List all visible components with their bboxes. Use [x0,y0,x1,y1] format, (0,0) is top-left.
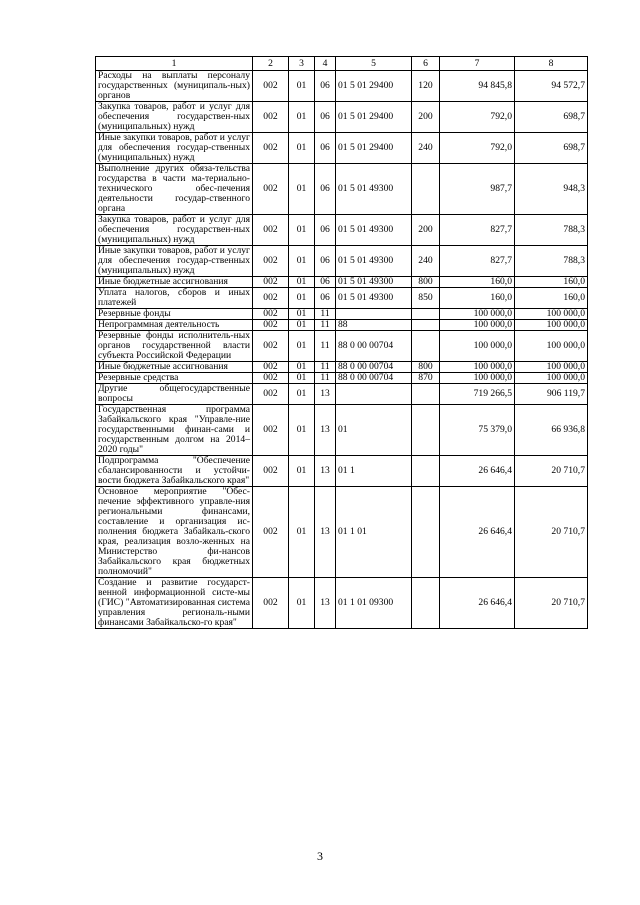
row-name-cell: Закупка товаров, работ и услуг для обеспечения государствен-ных (муниципальных) нужд [96,102,253,133]
expense-type-code-cell [412,384,440,405]
amount-year2-cell: 20 710,7 [515,487,588,578]
amount-year1-cell: 26 646,4 [440,487,515,578]
page-number: 3 [317,849,323,863]
subsection-code-cell: 11 [315,373,336,384]
section-code-cell: 01 [289,373,315,384]
admin-code-cell: 002 [253,164,289,215]
amount-year1-cell: 100 000,0 [440,373,515,384]
admin-code-cell: 002 [253,578,289,629]
section-code-cell: 01 [289,309,315,320]
target-item-code-cell: 88 0 00 00704 [336,373,412,384]
table-body [96,71,588,629]
admin-code-cell: 002 [253,71,289,102]
table-row [96,384,588,405]
admin-code-cell: 002 [253,309,289,320]
row-name-cell: Государственная программа Забайкальского края "Управле-ние государственными финан-сами и государственным долгом на 2014–2020 годы" [96,405,253,456]
subsection-code-cell: 13 [315,578,336,629]
amount-year1-cell: 26 646,4 [440,456,515,487]
subsection-code-cell: 06 [315,277,336,288]
amount-year1-cell: 75 379,0 [440,405,515,456]
target-item-code-cell: 88 [336,320,412,331]
section-code-cell: 01 [289,331,315,362]
subsection-code-cell: 06 [315,133,336,164]
expense-type-code-cell: 200 [412,102,440,133]
table-row [96,487,588,578]
admin-code-cell: 002 [253,320,289,331]
section-code-cell: 01 [289,215,315,246]
section-code-cell: 01 [289,288,315,309]
table-row [96,373,588,384]
admin-code-cell: 002 [253,133,289,164]
expense-type-code-cell [412,164,440,215]
expense-type-code-cell: 240 [412,246,440,277]
subsection-code-cell: 06 [315,71,336,102]
section-code-cell: 01 [289,320,315,331]
expense-type-code-cell [412,456,440,487]
subsection-code-cell: 11 [315,362,336,373]
expense-type-code-cell: 850 [412,288,440,309]
table-row [96,246,588,277]
col-header: 8 [515,57,588,71]
target-item-code-cell: 01 5 01 49300 [336,288,412,309]
amount-year1-cell: 100 000,0 [440,309,515,320]
expense-type-code-cell: 240 [412,133,440,164]
section-code-cell: 01 [289,164,315,215]
col-header: 3 [289,57,315,71]
subsection-code-cell: 06 [315,246,336,277]
subsection-code-cell: 13 [315,405,336,456]
admin-code-cell: 002 [253,288,289,309]
expense-type-code-cell: 200 [412,215,440,246]
section-code-cell: 01 [289,456,315,487]
table-row [96,456,588,487]
expense-type-code-cell [412,405,440,456]
admin-code-cell: 002 [253,277,289,288]
admin-code-cell: 002 [253,405,289,456]
table-row [96,164,588,215]
target-item-code-cell: 01 [336,405,412,456]
row-name-cell: Иные бюджетные ассигнования [96,277,253,288]
amount-year2-cell: 698,7 [515,133,588,164]
amount-year1-cell: 792,0 [440,102,515,133]
admin-code-cell: 002 [253,331,289,362]
subsection-code-cell: 13 [315,487,336,578]
subsection-code-cell: 11 [315,309,336,320]
col-header: 7 [440,57,515,71]
section-code-cell: 01 [289,362,315,373]
row-name-cell: Непрограммная деятельность [96,320,253,331]
col-header: 5 [336,57,412,71]
section-code-cell: 01 [289,578,315,629]
amount-year2-cell: 948,3 [515,164,588,215]
amount-year2-cell: 20 710,7 [515,456,588,487]
amount-year2-cell: 20 710,7 [515,578,588,629]
expense-type-code-cell: 800 [412,362,440,373]
budget-table [95,56,588,629]
amount-year2-cell: 100 000,0 [515,320,588,331]
table-row [96,578,588,629]
amount-year1-cell: 100 000,0 [440,320,515,331]
target-item-code-cell: 01 5 01 49300 [336,246,412,277]
col-header: 1 [96,57,253,71]
target-item-code-cell: 01 1 01 [336,487,412,578]
header-row [96,57,588,71]
subsection-code-cell: 13 [315,384,336,405]
row-name-cell: Резервные фонды исполнитель-ных органов государственной власти субъекта Российской Федерации [96,331,253,362]
amount-year1-cell: 827,7 [440,246,515,277]
expense-type-code-cell [412,578,440,629]
section-code-cell: 01 [289,487,315,578]
row-name-cell: Иные закупки товаров, работ и услуг для обеспечения государ-ственных (муниципальных) нужд [96,133,253,164]
amount-year2-cell: 160,0 [515,288,588,309]
amount-year2-cell: 94 572,7 [515,71,588,102]
row-name-cell: Основное мероприятие "Обес-печение эффективного управле-ния региональными финансами, составление и организация ис-полнения бюджета Забайкаль-ского края, реализация возло-женных на Министерство фи-нансов Забайкальского края бюджетных полномочий" [96,487,253,578]
admin-code-cell: 002 [253,215,289,246]
row-name-cell: Резервные фонды [96,309,253,320]
amount-year1-cell: 100 000,0 [440,362,515,373]
section-code-cell: 01 [289,277,315,288]
admin-code-cell: 002 [253,246,289,277]
table-row [96,215,588,246]
target-item-code-cell: 01 5 01 29400 [336,102,412,133]
amount-year1-cell: 160,0 [440,288,515,309]
admin-code-cell: 002 [253,373,289,384]
expense-type-code-cell: 120 [412,71,440,102]
table-row [96,288,588,309]
amount-year2-cell: 100 000,0 [515,362,588,373]
amount-year2-cell: 66 936,8 [515,405,588,456]
subsection-code-cell: 13 [315,456,336,487]
row-name-cell: Другие общегосударственные вопросы [96,384,253,405]
row-name-cell: Выполнение других обяза-тельства государства в части ма-териально-технического обес-печения деятельности государ-ственного органа [96,164,253,215]
expense-type-code-cell [412,331,440,362]
expense-type-code-cell [412,309,440,320]
target-item-code-cell [336,309,412,320]
subsection-code-cell: 06 [315,102,336,133]
admin-code-cell: 002 [253,384,289,405]
amount-year2-cell: 906 119,7 [515,384,588,405]
subsection-code-cell: 06 [315,164,336,215]
col-header: 4 [315,57,336,71]
table-row [96,133,588,164]
row-name-cell: Иные бюджетные ассигнования [96,362,253,373]
expense-type-code-cell [412,320,440,331]
table-row [96,331,588,362]
amount-year2-cell: 788,3 [515,215,588,246]
amount-year1-cell: 719 266,5 [440,384,515,405]
col-header: 6 [412,57,440,71]
section-code-cell: 01 [289,71,315,102]
admin-code-cell: 002 [253,487,289,578]
row-name-cell: Иные закупки товаров, работ и услуг для обеспечения государ-ственных (муниципальных) нужд [96,246,253,277]
table-row [96,405,588,456]
table-row [96,362,588,373]
expense-type-code-cell: 870 [412,373,440,384]
row-name-cell: Резервные средства [96,373,253,384]
target-item-code-cell: 88 0 00 00704 [336,362,412,373]
row-name-cell: Закупка товаров, работ и услуг для обеспечения государствен-ных (муниципальных) нужд [96,215,253,246]
amount-year1-cell: 94 845,8 [440,71,515,102]
admin-code-cell: 002 [253,102,289,133]
row-name-cell: Уплата налогов, сборов и иных платежей [96,288,253,309]
amount-year1-cell: 792,0 [440,133,515,164]
table-row [96,277,588,288]
expense-type-code-cell [412,487,440,578]
section-code-cell: 01 [289,405,315,456]
section-code-cell: 01 [289,246,315,277]
row-name-cell: Подпрограмма "Обеспечение сбалансированности и устойчи-вости бюджета Забайкальского края" [96,456,253,487]
subsection-code-cell: 11 [315,331,336,362]
row-name-cell: Расходы на выплаты персоналу государственных (муниципаль-ных) органов [96,71,253,102]
table-row [96,320,588,331]
section-code-cell: 01 [289,102,315,133]
section-code-cell: 01 [289,133,315,164]
subsection-code-cell: 11 [315,320,336,331]
admin-code-cell: 002 [253,362,289,373]
target-item-code-cell: 01 5 01 29400 [336,71,412,102]
amount-year1-cell: 827,7 [440,215,515,246]
amount-year2-cell: 698,7 [515,102,588,133]
target-item-code-cell: 01 5 01 49300 [336,277,412,288]
amount-year1-cell: 987,7 [440,164,515,215]
target-item-code-cell: 01 1 01 09300 [336,578,412,629]
amount-year1-cell: 100 000,0 [440,331,515,362]
amount-year1-cell: 26 646,4 [440,578,515,629]
subsection-code-cell: 06 [315,215,336,246]
subsection-code-cell: 06 [315,288,336,309]
col-header: 2 [253,57,289,71]
expense-type-code-cell: 800 [412,277,440,288]
target-item-code-cell: 01 1 [336,456,412,487]
amount-year2-cell: 100 000,0 [515,309,588,320]
target-item-code-cell: 01 5 01 49300 [336,215,412,246]
target-item-code-cell: 01 5 01 29400 [336,133,412,164]
section-code-cell: 01 [289,384,315,405]
table-row [96,309,588,320]
amount-year2-cell: 100 000,0 [515,331,588,362]
target-item-code-cell: 88 0 00 00704 [336,331,412,362]
target-item-code-cell [336,384,412,405]
amount-year2-cell: 788,3 [515,246,588,277]
target-item-code-cell: 01 5 01 49300 [336,164,412,215]
amount-year2-cell: 160,0 [515,277,588,288]
amount-year1-cell: 160,0 [440,277,515,288]
amount-year2-cell: 100 000,0 [515,373,588,384]
table-row [96,102,588,133]
table-row [96,71,588,102]
row-name-cell: Создание и развитие государст-венной информационной систе-мы (ГИС) "Автоматизированная система управления региональ-ными финансами Забайкальско-го края" [96,578,253,629]
admin-code-cell: 002 [253,456,289,487]
